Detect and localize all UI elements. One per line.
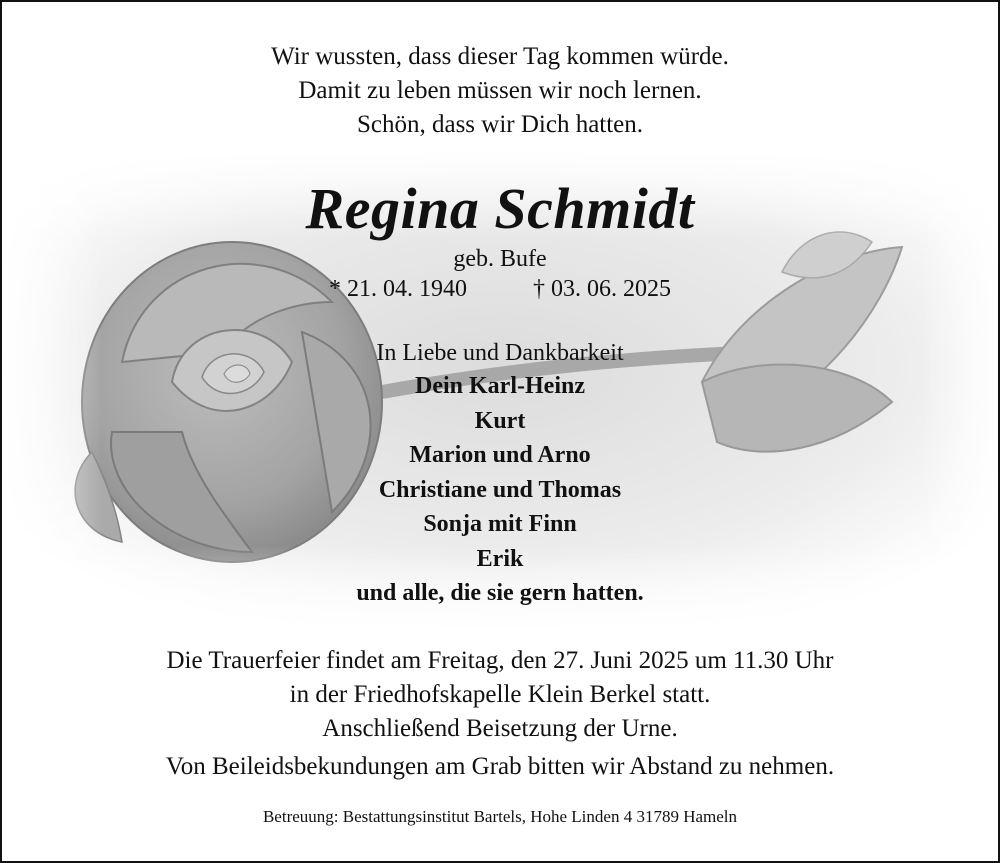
mourners-list (2, 369, 998, 611)
undertaker-info: Betreuung: Bestattungsinstitut Bartels, Hohe Linden 4 31789 Hameln (262, 807, 738, 826)
mourner-name: Marion und Arno (409, 442, 591, 468)
motto (2, 40, 998, 142)
birth-date: * 21. 04. 1940 (329, 276, 467, 302)
service-line: Die Trauerfeier findet am Freitag, den 27. Juni 2025 um 11.30 Uhr (166, 647, 834, 674)
motto-line: Schön, dass wir Dich hatten. (356, 111, 644, 138)
mourner-name: Dein Karl-Heinz (415, 373, 585, 399)
motto-line: Damit zu leben müssen wir noch lernen. (298, 77, 702, 104)
service-line: Anschließend Beisetzung der Urne. (322, 715, 678, 742)
funeral-service-info (2, 644, 998, 746)
service-line: in der Friedhofskapelle Klein Berkel statt. (289, 681, 711, 708)
deceased-name: Regina Schmidt (305, 176, 695, 241)
death-date: † 03. 06. 2025 (533, 276, 671, 302)
condolence-request: Von Beileidsbekundungen am Grab bitten wir Abstand zu nehmen. (165, 753, 835, 780)
maiden-name: geb. Bufe (453, 246, 547, 272)
mourner-name: Kurt (474, 407, 526, 434)
mourners-intro: In Liebe und Dankbarkeit (376, 340, 624, 366)
motto-line: Wir wussten, dass dieser Tag kommen würde. (271, 43, 729, 70)
life-dates (2, 274, 998, 304)
mourner-name: und alle, die sie gern hatten. (356, 580, 644, 606)
mourner-name: Sonja mit Finn (423, 511, 577, 537)
mourner-name: Erik (476, 545, 524, 572)
mourner-name: Christiane und Thomas (378, 476, 622, 503)
